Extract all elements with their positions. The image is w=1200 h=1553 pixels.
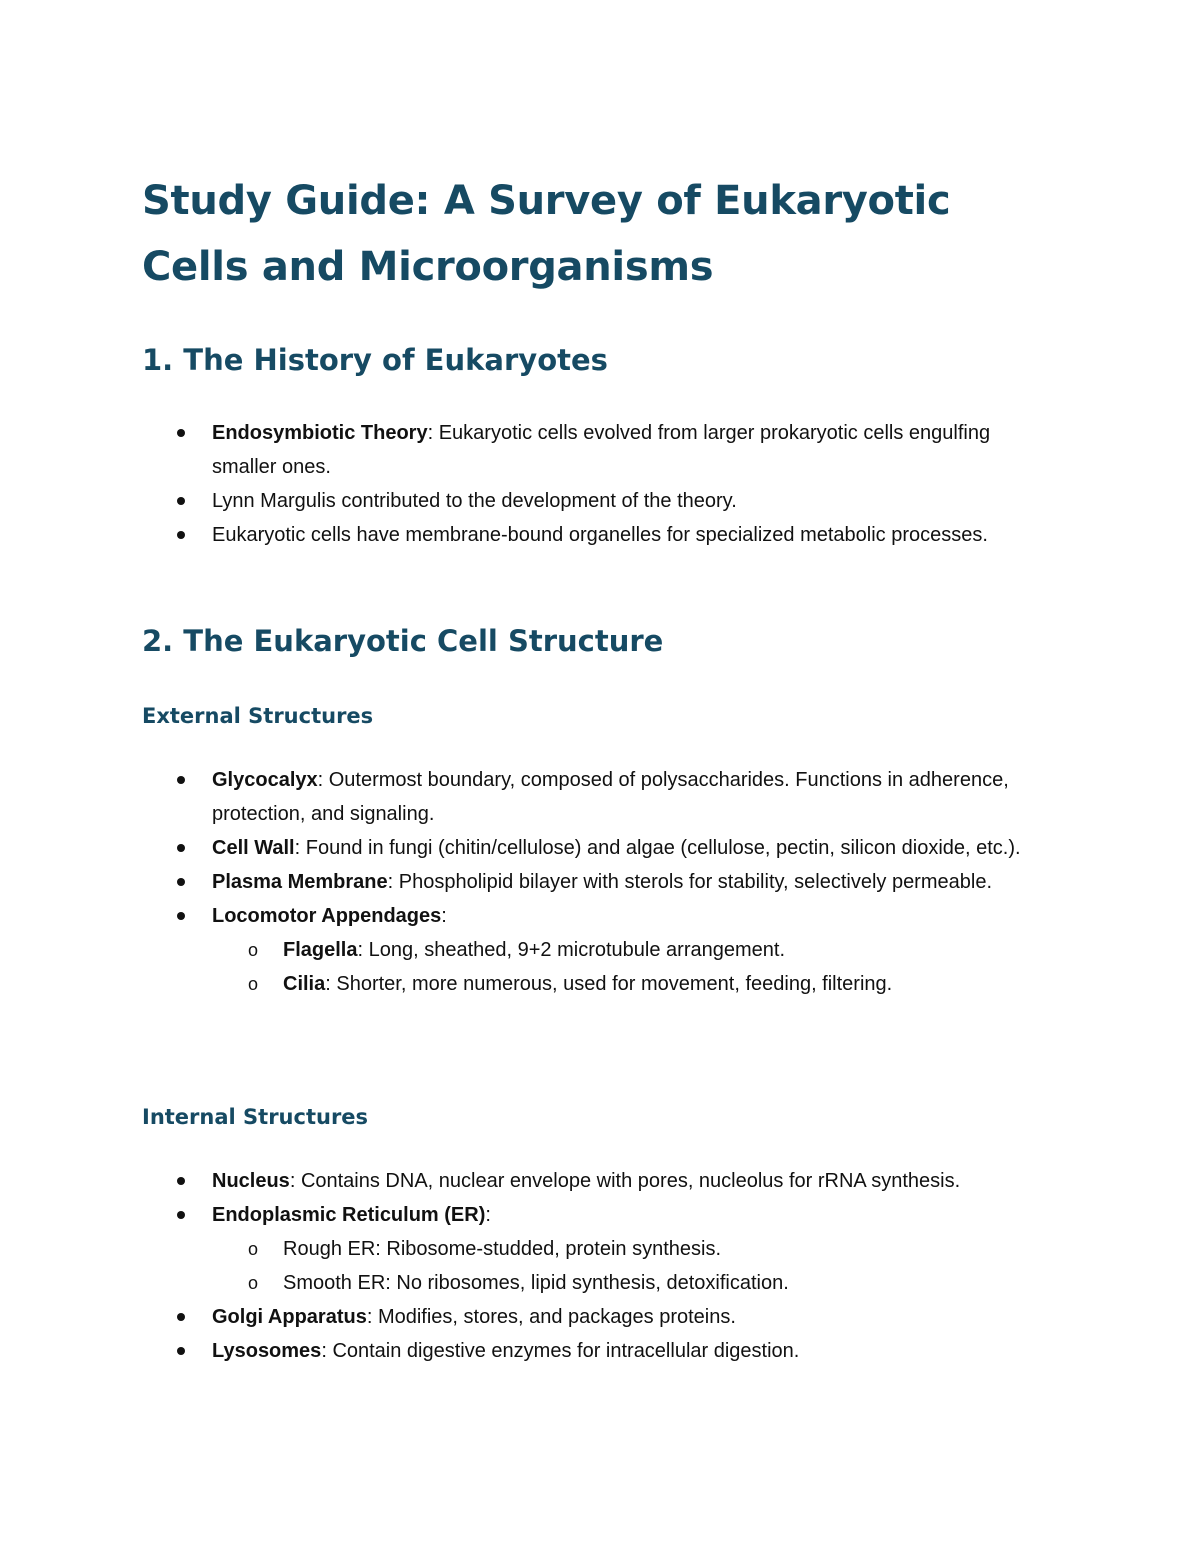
subheading-external-structures: External Structures xyxy=(142,704,374,728)
list-item-text: Eukaryotic cells evolved from larger prokaryotic cells engulfing smaller ones. xyxy=(212,422,991,478)
list-item xyxy=(142,1198,1022,1300)
list-item xyxy=(142,763,1022,831)
list-item xyxy=(142,416,1022,484)
section-heading-history: 1. The History of Eukaryotes xyxy=(142,343,608,377)
list-item-term: Flagella xyxy=(283,939,358,961)
list-item xyxy=(142,484,1022,518)
list-item-term: Cell Wall xyxy=(212,837,295,859)
list-item-text: Contains DNA, nuclear envelope with pores, nucleolus for rRNA synthesis. xyxy=(300,1170,961,1192)
list-item-text: Eukaryotic cells have membrane-bound organelles for specialized metabolic processes. xyxy=(212,524,988,546)
list-item-separator: : xyxy=(485,1204,491,1226)
list-item-text: Found in fungi (chitin/cellulose) and algae (cellulose, pectin, silicon dioxide, etc.). xyxy=(305,837,1021,859)
list-item-term: Golgi Apparatus xyxy=(212,1306,367,1328)
er-sublist xyxy=(212,1232,1022,1300)
list-item-text: Lynn Margulis contributed to the development of the theory. xyxy=(212,490,737,512)
list-item xyxy=(142,518,1022,552)
sub-list-item xyxy=(212,1266,1022,1300)
section-heading-cell-structure: 2. The Eukaryotic Cell Structure xyxy=(142,624,664,658)
list-item-text: Long, sheathed, 9+2 microtubule arrangement. xyxy=(368,939,785,961)
list-item xyxy=(142,865,1022,899)
list-item-separator: : xyxy=(321,1340,333,1362)
list-item-term: Locomotor Appendages xyxy=(212,905,442,927)
list-item-separator: : xyxy=(427,422,439,444)
list-item-separator: : xyxy=(317,769,329,791)
list-item-term: Nucleus xyxy=(212,1170,290,1192)
list-item xyxy=(142,1300,1022,1334)
list-item-term: Endoplasmic Reticulum (ER) xyxy=(212,1204,486,1226)
list-item-text: Modifies, stores, and packages proteins. xyxy=(377,1306,736,1328)
list-item xyxy=(142,899,1022,1001)
history-list xyxy=(142,416,1022,552)
list-item-text: Outermost boundary, composed of polysaccharides. Functions in adherence, protection, and signaling. xyxy=(212,769,1009,825)
list-item xyxy=(142,1334,1022,1368)
list-item-separator: : xyxy=(325,973,337,995)
locomotor-sublist xyxy=(212,933,1022,1001)
list-item-term: Endosymbiotic Theory xyxy=(212,422,428,444)
list-item xyxy=(142,831,1022,865)
list-item-text: Smooth ER: No ribosomes, lipid synthesis, detoxification. xyxy=(283,1272,789,1294)
list-item-text: Shorter, more numerous, used for movement, feeding, filtering. xyxy=(336,973,893,995)
sub-list-item xyxy=(212,933,1022,967)
list-item-term: Cilia xyxy=(283,973,326,995)
list-item xyxy=(142,1164,1022,1198)
sub-list-item xyxy=(212,1232,1022,1266)
list-item-text: Contain digestive enzymes for intracellular digestion. xyxy=(332,1340,800,1362)
list-item-separator: : xyxy=(441,905,447,927)
list-item-term: Plasma Membrane xyxy=(212,871,388,893)
list-item-separator: : xyxy=(366,1306,378,1328)
list-item-term: Lysosomes xyxy=(212,1340,322,1362)
subheading-internal-structures: Internal Structures xyxy=(142,1105,369,1129)
sub-list-item xyxy=(212,967,1022,1001)
document-title: Study Guide: A Survey of Eukaryotic Cells and Microorganisms xyxy=(142,178,951,290)
list-item-text: Rough ER: Ribosome-studded, protein synthesis. xyxy=(283,1238,722,1260)
list-item-separator: : xyxy=(357,939,369,961)
list-item-separator: : xyxy=(289,1170,301,1192)
internal-structures-list xyxy=(142,1164,1022,1368)
external-structures-list xyxy=(142,763,1022,1001)
list-item-text: Phospholipid bilayer with sterols for stability, selectively permeable. xyxy=(398,871,992,893)
list-item-term: Glycocalyx xyxy=(212,769,318,791)
list-item-separator: : xyxy=(294,837,306,859)
list-item-separator: : xyxy=(387,871,399,893)
